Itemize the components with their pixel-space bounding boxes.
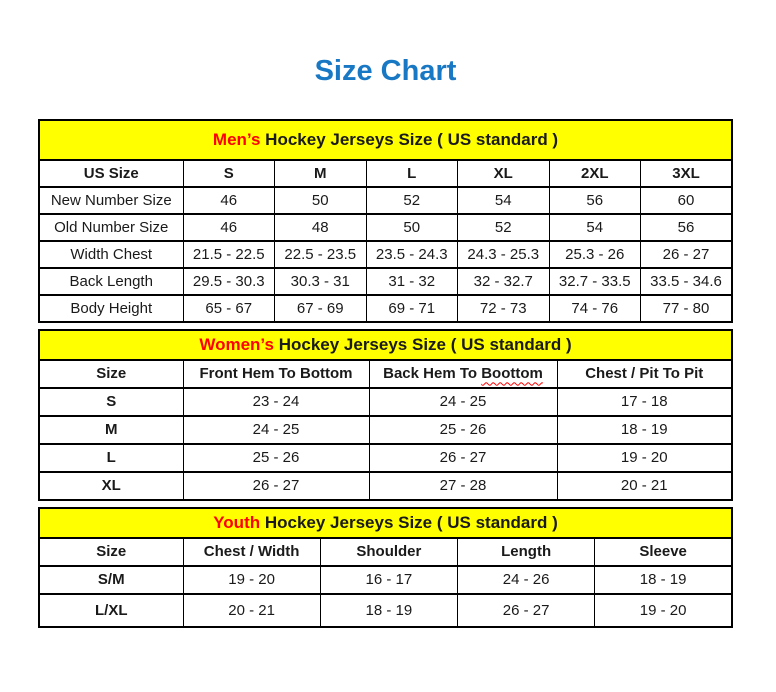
size-value-cell: 26 - 27 <box>369 444 557 472</box>
row-label: M <box>39 416 183 444</box>
table-row <box>39 295 732 322</box>
table-row <box>39 187 732 214</box>
size-value-cell: 27 - 28 <box>369 472 557 500</box>
header-row <box>39 538 732 566</box>
table-banner <box>39 120 732 160</box>
row-label: Back Length <box>39 268 183 295</box>
column-header: US Size <box>39 160 183 187</box>
table-row <box>39 241 732 268</box>
column-header: Chest / Pit To Pit <box>557 360 732 388</box>
row-label: L/XL <box>39 594 183 627</box>
size-value-cell: 56 <box>641 214 733 241</box>
size-value-cell: 23.5 - 24.3 <box>366 241 458 268</box>
column-header: Length <box>458 538 595 566</box>
size-value-cell: 65 - 67 <box>183 295 275 322</box>
size-value-cell: 16 - 17 <box>320 566 457 594</box>
size-value-cell: 26 - 27 <box>458 594 595 627</box>
size-value-cell: 33.5 - 34.6 <box>641 268 733 295</box>
size-value-cell: 31 - 32 <box>366 268 458 295</box>
column-header: Size <box>39 538 183 566</box>
size-value-cell: 56 <box>549 187 641 214</box>
table-row <box>39 566 732 594</box>
row-label: S/M <box>39 566 183 594</box>
size-value-cell: 30.3 - 31 <box>275 268 367 295</box>
size-value-cell: 25 - 26 <box>369 416 557 444</box>
table-row <box>39 388 732 416</box>
header-row <box>39 160 732 187</box>
column-header: M <box>275 160 367 187</box>
column-header: Size <box>39 360 183 388</box>
size-value-cell: 48 <box>275 214 367 241</box>
youth-size-table <box>38 507 733 628</box>
size-value-cell: 54 <box>549 214 641 241</box>
size-value-cell: 25 - 26 <box>183 444 369 472</box>
size-value-cell: 24 - 25 <box>369 388 557 416</box>
table-row <box>39 444 732 472</box>
size-value-cell: 32 - 32.7 <box>458 268 550 295</box>
banner-row <box>39 330 732 360</box>
banner-audience-label: Women’s <box>199 334 274 354</box>
womens-size-table <box>38 329 733 501</box>
banner-row <box>39 508 732 538</box>
size-value-cell: 52 <box>458 214 550 241</box>
column-header: 3XL <box>641 160 733 187</box>
size-value-cell: 18 - 19 <box>320 594 457 627</box>
row-label: Body Height <box>39 295 183 322</box>
size-value-cell: 77 - 80 <box>641 295 733 322</box>
row-label: L <box>39 444 183 472</box>
table-banner <box>39 508 732 538</box>
column-header: Shoulder <box>320 538 457 566</box>
column-header: L <box>366 160 458 187</box>
size-value-cell: 25.3 - 26 <box>549 241 641 268</box>
row-label: S <box>39 388 183 416</box>
size-value-cell: 29.5 - 30.3 <box>183 268 275 295</box>
column-header-text: Back Hem To <box>383 365 482 383</box>
column-header: Chest / Width <box>183 538 320 566</box>
header-row <box>39 360 732 388</box>
table-row <box>39 472 732 500</box>
size-value-cell: 26 - 27 <box>183 472 369 500</box>
banner-text: Hockey Jerseys Size ( US standard ) <box>260 129 559 149</box>
size-value-cell: 19 - 20 <box>183 566 320 594</box>
size-value-cell: 46 <box>183 214 275 241</box>
page-title: Size Chart <box>314 55 457 87</box>
banner-text: Hockey Jerseys Size ( US standard ) <box>260 512 558 532</box>
column-header: Front Hem To Bottom <box>183 360 369 388</box>
misspelled-word: Boottom <box>481 365 543 383</box>
size-value-cell: 19 - 20 <box>557 444 732 472</box>
size-value-cell: 32.7 - 33.5 <box>549 268 641 295</box>
size-value-cell: 24 - 26 <box>458 566 595 594</box>
column-header: Sleeve <box>595 538 732 566</box>
size-value-cell: 54 <box>458 187 550 214</box>
size-value-cell: 22.5 - 23.5 <box>275 241 367 268</box>
banner-row <box>39 120 732 160</box>
size-value-cell: 23 - 24 <box>183 388 369 416</box>
size-value-cell: 46 <box>183 187 275 214</box>
size-value-cell: 20 - 21 <box>183 594 320 627</box>
size-value-cell: 18 - 19 <box>595 566 732 594</box>
size-value-cell: 69 - 71 <box>366 295 458 322</box>
table-row <box>39 268 732 295</box>
tables-root <box>38 119 733 628</box>
banner-audience-label: Youth <box>213 512 261 532</box>
row-label: Old Number Size <box>39 214 183 241</box>
size-value-cell: 26 - 27 <box>641 241 733 268</box>
column-header: S <box>183 160 275 187</box>
size-value-cell: 60 <box>641 187 733 214</box>
size-value-cell: 21.5 - 22.5 <box>183 241 275 268</box>
size-value-cell: 20 - 21 <box>557 472 732 500</box>
size-value-cell: 18 - 19 <box>557 416 732 444</box>
table-banner <box>39 330 732 360</box>
size-value-cell: 67 - 69 <box>275 295 367 322</box>
column-header: XL <box>458 160 550 187</box>
table-row <box>39 594 732 627</box>
table-row <box>39 416 732 444</box>
mens-size-table <box>38 119 733 323</box>
row-label: New Number Size <box>39 187 183 214</box>
column-header: 2XL <box>549 160 641 187</box>
table-row <box>39 214 732 241</box>
size-value-cell: 50 <box>275 187 367 214</box>
size-value-cell: 50 <box>366 214 458 241</box>
row-label: XL <box>39 472 183 500</box>
size-value-cell: 74 - 76 <box>549 295 641 322</box>
column-header <box>369 360 557 388</box>
size-value-cell: 72 - 73 <box>458 295 550 322</box>
banner-text: Hockey Jerseys Size ( US standard ) <box>273 334 572 354</box>
size-value-cell: 17 - 18 <box>557 388 732 416</box>
banner-audience-label: Men’s <box>212 129 261 149</box>
size-value-cell: 24.3 - 25.3 <box>458 241 550 268</box>
size-value-cell: 52 <box>366 187 458 214</box>
size-value-cell: 24 - 25 <box>183 416 369 444</box>
row-label: Width Chest <box>39 241 183 268</box>
size-value-cell: 19 - 20 <box>595 594 732 627</box>
